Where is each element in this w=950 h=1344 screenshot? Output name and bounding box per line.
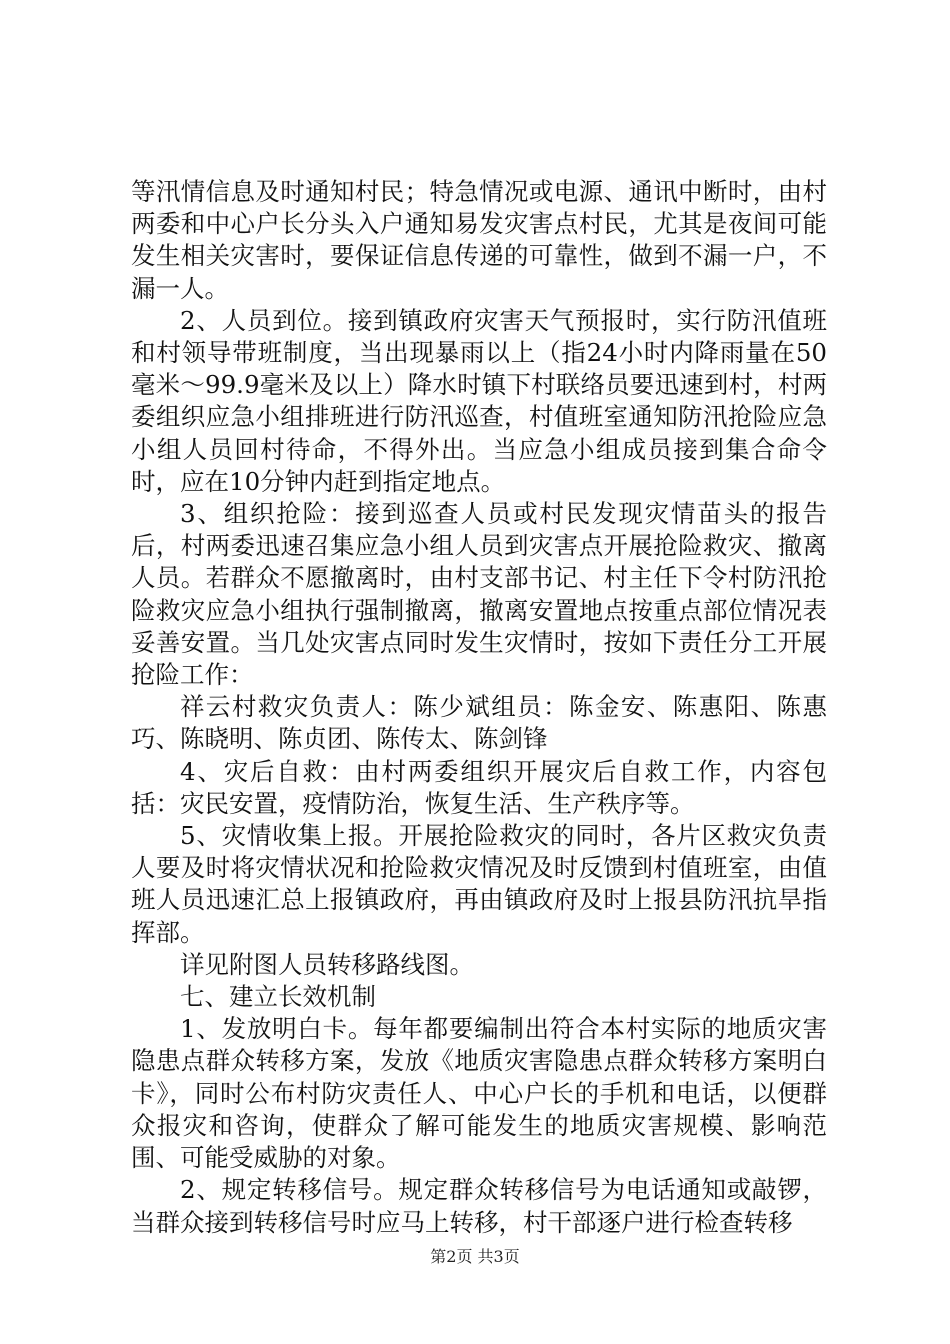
paragraph-7: 详见附图人员转移路线图。 — [180, 949, 474, 979]
paragraph-4: 祥云村救灾负责人：陈少斌组员：陈金安、陈惠阳、陈惠巧、陈晓明、陈贞团、陈传太、陈剑锋 — [131, 692, 827, 754]
paragraph-3: 3、组织抢险：接到巡查人员或村民发现灾情苗头的报告后，村两委迅速召集应急小组人员到灾害点开展抢险救灾、撤离人员。若群众不愿撤离时，由村支部书记、村主任下令村防汛抢险救灾应急小组执行强制撤离，撤离安置地点按重点部位情况表妥善安置。当几处灾害点同时发生灾情时，按如下责任分工开展抢险工作： — [131, 499, 827, 690]
paragraph-9: 1、发放明白卡。每年都要编制出符合本村实际的地质灾害隐患点群众转移方案，发放《地质灾害隐患点群众转移方案明白卡》，同时公布村防灾责任人、中心户长的手机和电话，以便群众报灾和咨询，使群众了解可能发生的地质灾害规模、影响范围、可能受威胁的对象。 — [131, 1014, 827, 1173]
document-body — [131, 176, 827, 1239]
section-heading: 七、建立长效机制 — [180, 982, 376, 1012]
paragraph-2: 2、人员到位。接到镇政府灾害天气预报时，实行防汛值班和村领导带班制度，当出现暴雨以上（指24小时内降雨量在50毫米～99.9毫米及以上）降水时镇下村联络员要迅速到村，村两委组织应急小组排班进行防汛巡查，村值班室通知防汛抢险应急小组人员回村待命，不得外出。当应急小组成员接到集合命令时，应在10分钟内赶到指定地点。 — [131, 305, 827, 496]
paragraph-5: 4、灾后自救：由村两委组织开展灾后自救工作，内容包括：灾民安置，疫情防治，恢复生活、生产秩序等。 — [131, 756, 827, 818]
paragraph-10: 2、规定转移信号。规定群众转移信号为电话通知或敲锣，当群众接到转移信号时应马上转移，村干部逐户进行检查转移 — [131, 1175, 827, 1237]
paragraph-6: 5、灾情收集上报。开展抢险救灾的同时，各片区救灾负责人要及时将灾情状况和抢险救灾情况及时反馈到村值班室，由值班人员迅速汇总上报镇政府，再由镇政府及时上报县防汛抗旱指挥部。 — [131, 821, 827, 947]
page-number-footer: 第2页 共3页 — [430, 1247, 520, 1266]
paragraph-1: 等汛情信息及时通知村民；特急情况或电源、通讯中断时，由村两委和中心户长分头入户通知易发灾害点村民，尤其是夜间可能发生相关灾害时，要保证信息传递的可靠性，做到不漏一户，不漏一人。 — [131, 177, 827, 303]
